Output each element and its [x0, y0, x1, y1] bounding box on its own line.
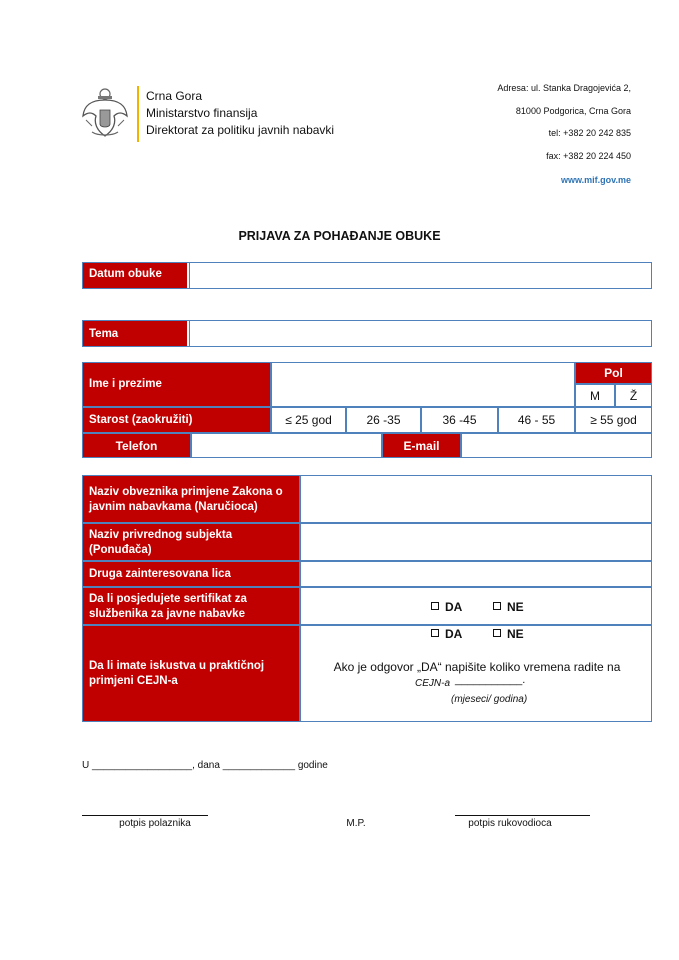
age-option-1[interactable]: ≤ 25 god: [271, 407, 346, 433]
dana-label: , dana: [192, 760, 220, 771]
q4-da-option[interactable]: [431, 600, 462, 614]
checkbox-icon: [493, 602, 501, 610]
telefon-label: Telefon: [82, 433, 191, 458]
q2-input[interactable]: [300, 523, 652, 561]
form-title: PRIJAVA ZA POHAĐANJE OBUKE: [238, 229, 441, 243]
q3-label: Druga zainteresovana lica: [82, 561, 300, 587]
datum-input[interactable]: [189, 263, 652, 288]
godine-label: godine: [297, 760, 328, 771]
place-input[interactable]: __________________: [92, 760, 193, 771]
q2-label: Naziv privrednog subjekta (Ponuđača): [82, 523, 300, 561]
tema-label: Tema: [83, 321, 187, 346]
pol-z-option[interactable]: Ž: [615, 384, 652, 407]
signature-line-manager[interactable]: [455, 815, 590, 816]
u-label: U: [82, 760, 90, 771]
checkbox-icon: [431, 629, 439, 637]
telefon-input[interactable]: [191, 433, 382, 458]
address-line-1: Adresa: ul. Stanka Dragojevića 2,: [497, 83, 631, 93]
q4-label: Da li posjedujete sertifikat za službenika za javne nabavke: [82, 587, 300, 625]
q5-da-label: DA: [445, 627, 463, 641]
q5-ne-option[interactable]: [493, 627, 524, 641]
checkbox-icon: [493, 629, 501, 637]
pol-m-option[interactable]: M: [575, 384, 615, 407]
q5-da-option[interactable]: [431, 627, 462, 641]
q4-answer-cell: [300, 587, 652, 625]
starost-label: Starost (zaokružiti): [82, 407, 271, 433]
email-label: E-mail: [382, 433, 461, 458]
org-line-directorate: Direktorat za politiku javnih nabavki: [146, 123, 335, 137]
q1-label: Naziv obveznika primjene Zakona o javnim nabavkama (Naručioca): [82, 475, 300, 523]
q3-input[interactable]: [300, 561, 652, 587]
fax-line: fax: +382 20 224 450: [546, 151, 631, 161]
age-option-3[interactable]: 36 -45: [421, 407, 498, 433]
datum-row: [82, 262, 652, 289]
stamp-label: M.P.: [346, 818, 366, 829]
q5-units: (mjeseci/ godina): [451, 694, 528, 705]
org-line-ministry: Ministarstvo finansija: [146, 106, 258, 120]
tema-row: [82, 320, 652, 347]
q4-ne-label: NE: [507, 600, 524, 614]
q4-da-label: DA: [445, 600, 463, 614]
q5-answer-cell: [300, 625, 652, 722]
q5-cejn-label: CEJN-a: [415, 678, 451, 689]
address-line-2: 81000 Podgorica, Crna Gora: [515, 106, 631, 116]
participant-signature-label: potpis polaznika: [119, 818, 191, 829]
ime-label: Ime i prezime: [82, 362, 271, 407]
place-date-line: [82, 760, 328, 771]
q4-ne-option[interactable]: [493, 600, 524, 614]
org-block: [146, 88, 386, 139]
website-link[interactable]: www.mif.gov.me: [560, 175, 631, 185]
date-input[interactable]: _____________: [222, 760, 296, 771]
age-option-4[interactable]: 46 - 55: [498, 407, 575, 433]
coat-of-arms-icon: [80, 86, 130, 144]
age-option-2[interactable]: 26 -35: [346, 407, 421, 433]
org-line-country: Crna Gora: [146, 89, 203, 103]
q5-text: Ako je odgovor „DA“ napišite koliko vremena radite na: [333, 660, 621, 674]
email-input[interactable]: [461, 433, 652, 458]
q5-label: Da li imate iskustva u praktičnoj primjeni CEJN-a: [82, 625, 300, 722]
datum-label: Datum obuke: [83, 263, 187, 288]
q5-duration-input[interactable]: ___________.: [455, 674, 526, 686]
pol-label: Pol: [575, 362, 652, 384]
q1-input[interactable]: [300, 475, 652, 523]
ime-input[interactable]: [271, 362, 575, 407]
personal-block: [82, 362, 652, 458]
phone-line: tel: +382 20 242 835: [548, 128, 631, 138]
questions-block: [82, 475, 652, 722]
tema-input[interactable]: [189, 321, 652, 346]
header-divider: [137, 86, 139, 142]
q5-ne-label: NE: [507, 627, 524, 641]
checkbox-icon: [431, 602, 439, 610]
age-option-5[interactable]: ≥ 55 god: [575, 407, 652, 433]
manager-signature-label: potpis rukovodioca: [468, 818, 552, 829]
signature-line-participant[interactable]: [82, 815, 208, 816]
